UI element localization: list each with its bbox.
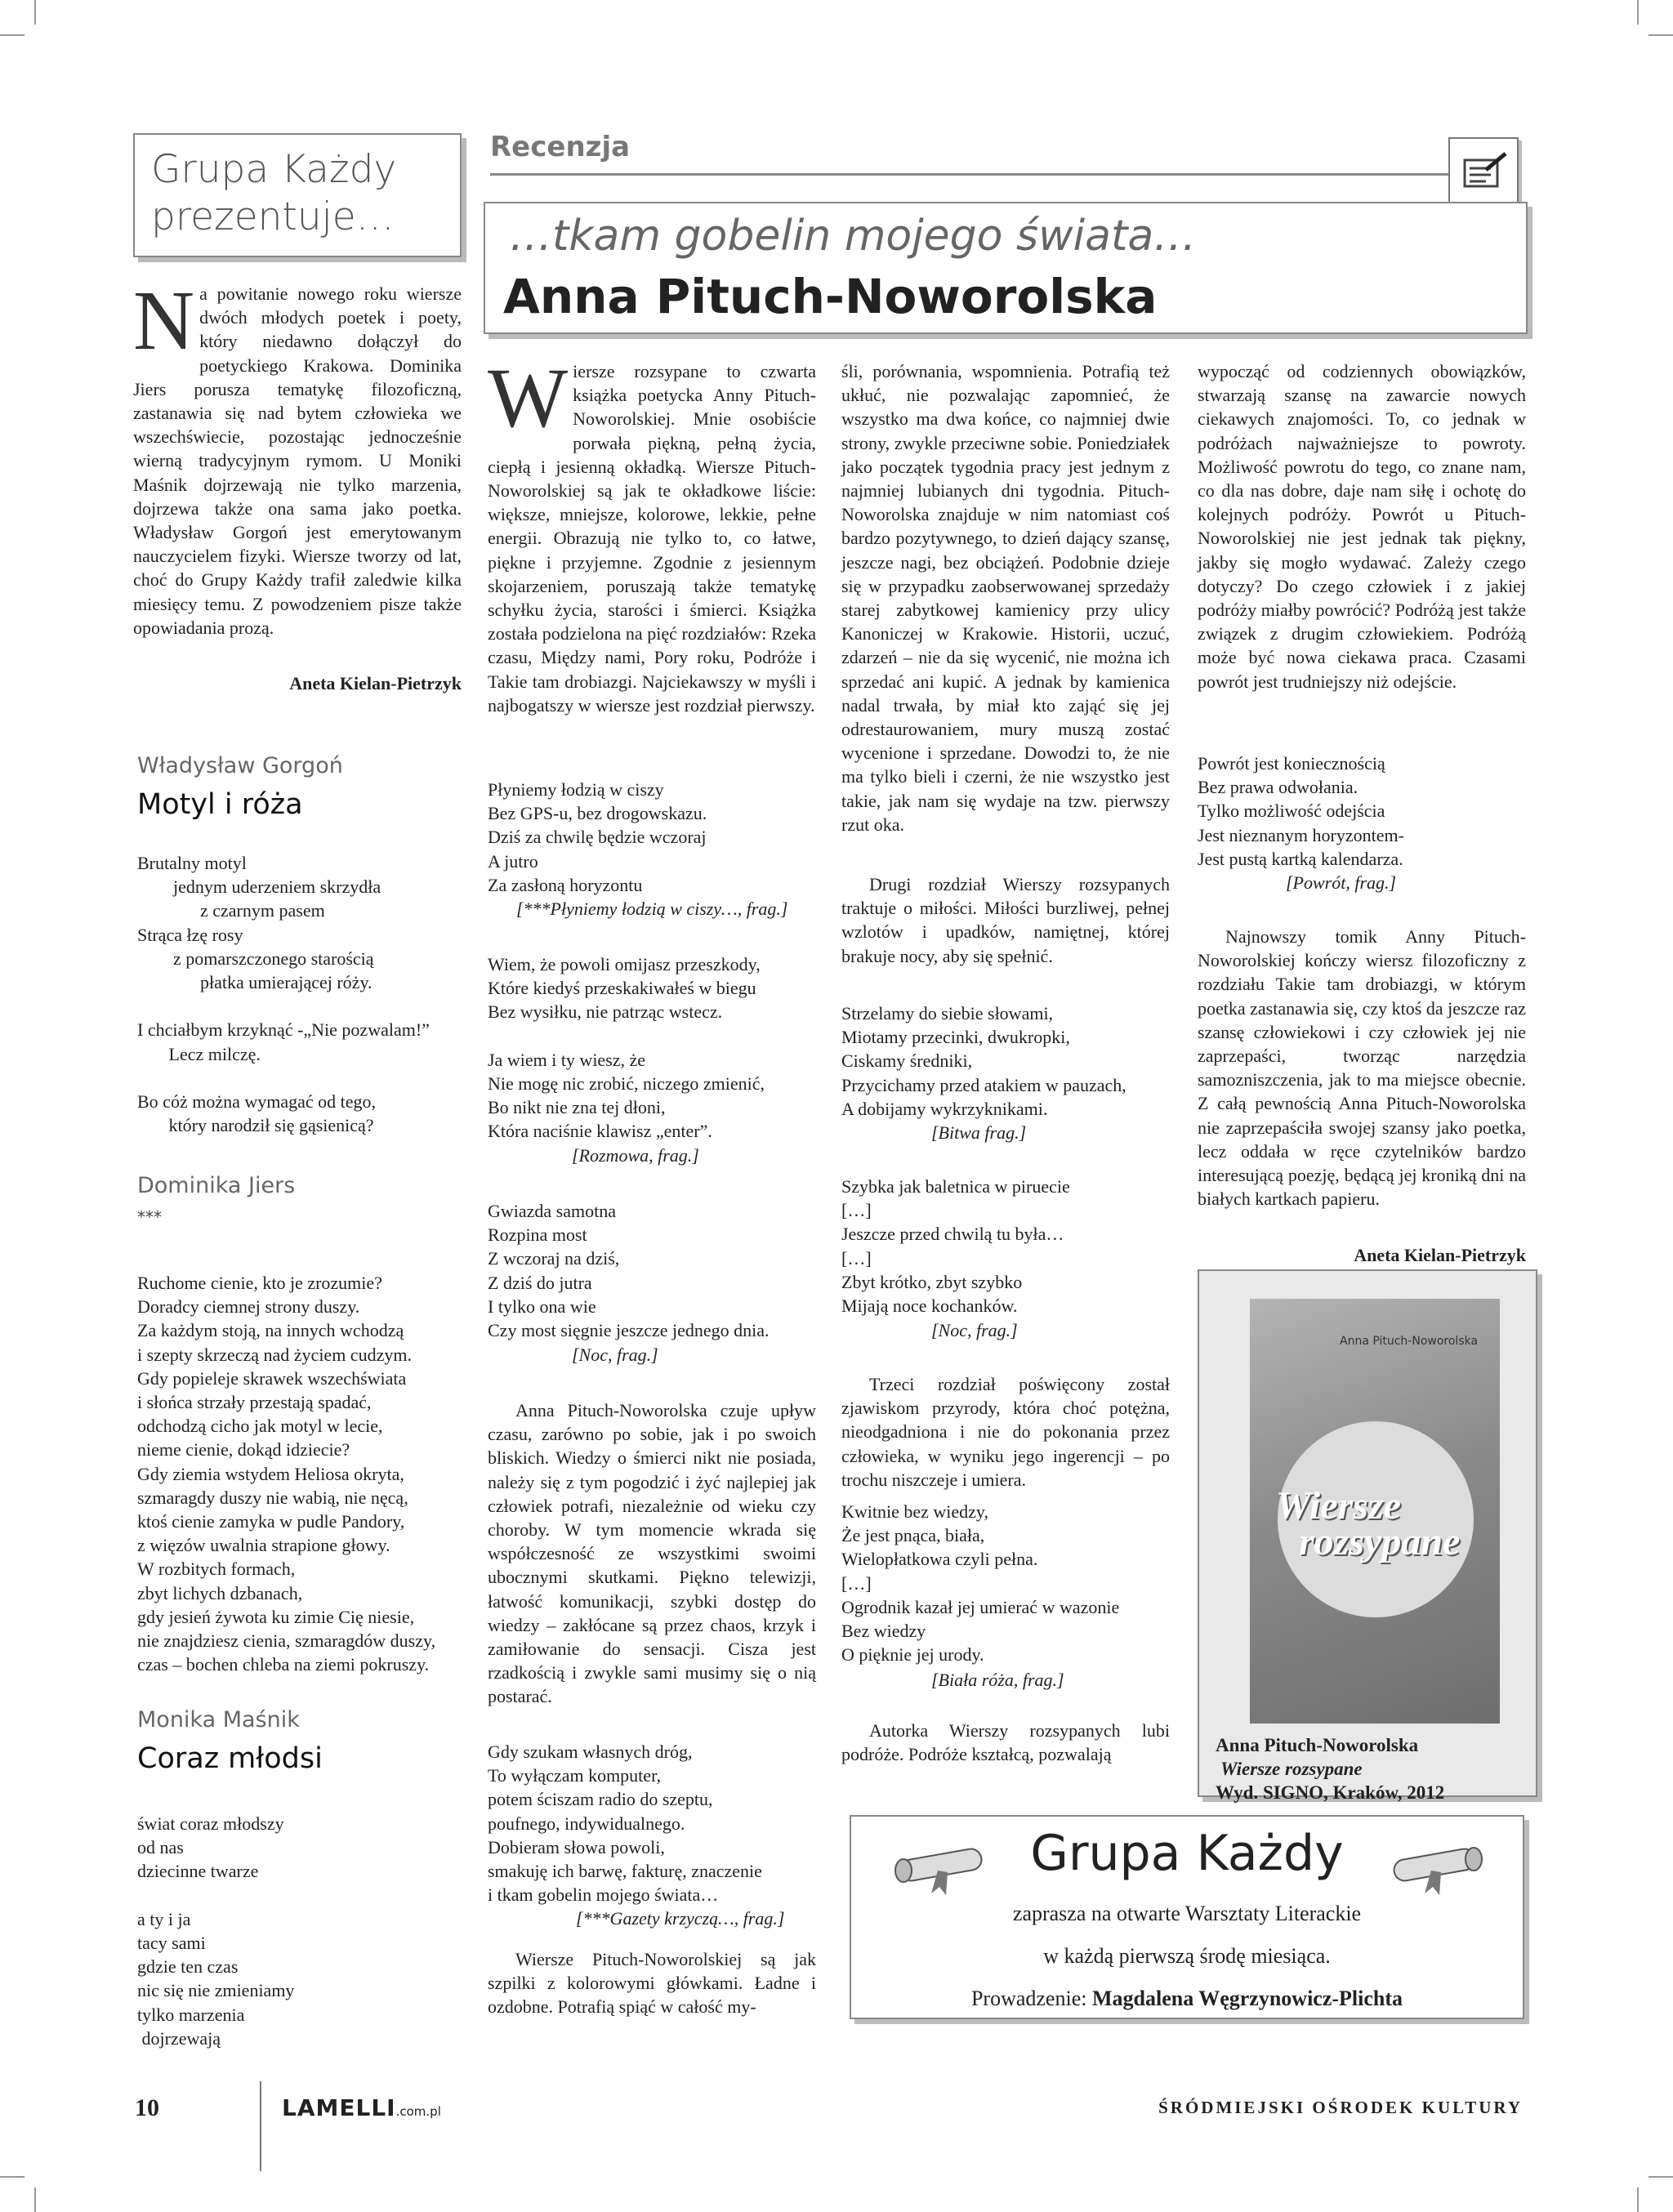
caption-title: Wiersze rozsypane xyxy=(1220,1759,1363,1779)
book-caption xyxy=(1216,1733,1444,1804)
lead-label: Prowadzenie: xyxy=(970,1987,1087,2010)
left-title-box xyxy=(133,133,462,257)
col2-paragraph: Autorka Wierszy rozsypanych lubi podróże. Podróże kształcą, pozwalają xyxy=(841,1720,1170,1765)
col1-paragraph: iersze rozsypane to czwarta książka poetycka Anny Pituch-Noworolskiej. Mnie osobiście porwała piękną, pełną życia, ciepłą i jesienną okładką. Wiersze Pituch-Noworolskiej są jak te okładkowe liście: większe, mniejsze, kolorowe, lekkie, pełne energii. Obrazują nie tylko to, co łatwe, piękne i przyjemne. Zgodnie z jesiennym skojarzeniem, poruszają także tematykę schyłku życia, starości i śmierci. Książka została podzielona na pięć rozdziałów: Rzeka czasu, Między nami, Pory roku, Podróże i Takie tam drobiazgi. Najciekawszy w myśli i najbogatszy w wiersze jest rozdział pierwszy. xyxy=(488,361,816,716)
col3-paragraph: Najnowszy tomik Anny Pituch-Noworolskiej kończy wiersz filozoficzny z rozdziału Takie tam drobiazgi, w którym poetka zastanawia się, czy ktoś da jeszcze raz szansę człowiekowi i czy człowiek jej nie zaprzepaści, tworząc narzędzia samozniszczenia, jak to ma miejsce obecnie. Z całą pewnością Anna Pituch-Noworolska nie zaprzepaściła swojej szansy jako poetka, lecz oddała w ręce czytelników bardzo interesującą poezję, będącą jej kroniką dni na białych kartkach papieru. xyxy=(1198,926,1526,1210)
invitation-line1: zaprasza na otwarte Warsztaty Literackie xyxy=(1012,1902,1362,1925)
invitation-line2: w każdą pierwszą środę miesiąca. xyxy=(1043,1944,1331,1968)
verse-source: [Noc, frag.] xyxy=(931,1320,1018,1340)
verse-source: [Rozmowa, frag.] xyxy=(572,1145,699,1166)
page-number: 10 xyxy=(135,2094,159,2121)
col3-paragraph: wypocząć od codziennych obowiązków, stwarzają szansę na zawarcie nowych ciekawych znajomości. To, co jednak w podróżach najważniejsze to powroty. Możliwość powrotu do tego, co znane nam, co dla nas dobre, daje nam siłę i ochotę do kolejnych podróży. Powrót u Pituch-Noworolskiej nie jest jednak tak piękny, jakby się mogło wydawać. Zależy czego dotyczy? Do czego człowiek i z jakiej podróży miałby powrócić? Podróżą jest także związek z drugim człowiekiem. Podróżą może być nowa ciekawa praca. Czasami powrót jest trudniejszy niż odejście. xyxy=(1198,361,1526,692)
col3-verse: Powrót jest koniecznością Bez prawa odwołania. Tylko możliwość odejścia Jest nieznanym horyzontem- Jest pustą kartką kalendarza. xyxy=(1198,753,1404,869)
article-title-line2: Anna Pituch-Noworolska xyxy=(503,269,1158,324)
dropcap: W xyxy=(488,351,569,445)
col2-paragraph: Drugi rozdział Wierszy rozsypanych traktuje o miłości. Miłości burzliwej, pełnej wzlotów i upadków, namiętnej, której brakuje nocy, aby się spełnić. xyxy=(841,874,1170,966)
cover-title-line2: rozsypane xyxy=(1299,1520,1461,1563)
article-title-box xyxy=(484,202,1528,334)
document-pen-icon xyxy=(1448,137,1519,207)
poem2-title: *** xyxy=(137,1207,162,1227)
crop-mark xyxy=(1648,2176,1673,2178)
dropcap: N xyxy=(133,274,195,368)
col1-paragraph: Anna Pituch-Noworolska czuje upływ czasu, zarówno po sobie, jak i po swoich bliskich. Wiedzy o śmierci nikt nie posiada, należy się z tym pogodzić i żyć najlepiej jak człowiek potrafi, niezależnie od wieku czy choroby. W tym momencie wkrada się współczesność ze wszystkimi swoimi ubocznymi skutkami. Piękno telewizji, łatwość komunikacji, szybki dostęp do wiedzy – zakłócane są przez chaos, krzyk i zamiłowanie do sensacji. Cisza jest rzadkością i zwykle sami musimy się o nią postarać. xyxy=(488,1400,816,1707)
caption-publisher: Wyd. SIGNO, Kraków, 2012 xyxy=(1216,1782,1445,1803)
crop-mark xyxy=(0,34,25,36)
col1-verse: Wiem, że powoli omijasz przeszkody, Które kiedyś przeskakiwałeś w biegu Bez wysiłku, nie patrząc wstecz. Ja wiem i ty wiesz, że Nie mogę nic zrobić, niczego zmienić, Bo nikt nie zna tej dłoni, Która naciśnie klawisz „enter”. xyxy=(488,954,765,1142)
lead-name: Magdalena Węgrzynowicz-Plichta xyxy=(1091,1987,1403,2010)
article-title-line1: …tkam gobelin mojego świata… xyxy=(510,212,1197,261)
verse-source: [Powrót, frag.] xyxy=(1286,872,1397,893)
intro-text xyxy=(133,274,462,640)
crop-mark xyxy=(1648,34,1673,36)
verse-source: [Biała róża, frag.] xyxy=(931,1670,1064,1690)
book-cover-frame xyxy=(1198,1269,1537,1803)
verse-source: [***Płyniemy łodzią w ciszy…, frag.] xyxy=(516,899,788,919)
col1-verse: Gdy szukam własnych dróg, To wyłączam komputer, potem ściszam radio do szeptu, poufnego, indywidualnego. Dobieram słowa powoli, smakuję ich barwę, fakturę, znaczenie i tkam gobelin mojego świata… xyxy=(488,1742,762,1906)
col3-signature: Aneta Kielan-Pietrzyk xyxy=(1354,1245,1526,1265)
invitation-lead xyxy=(851,1987,1523,2011)
col1-verse: Gwiazda samotna Rozpina most Z wczoraj na dziś, Z dziś do jutra I tylko ona wie Czy most sięgnie jeszcze jednego dnia. xyxy=(488,1201,770,1341)
verse-source: [***Gazety krzyczą…, frag.] xyxy=(576,1908,785,1929)
col2-verse: Szybka jak baletnica w piruecie […] Jeszcze przed chwilą tu była… […] Zbyt krótko, zbyt szybko Mijają noce kochanków. xyxy=(841,1176,1070,1317)
intro-paragraph: a powitanie nowego roku wiersze dwóch młodych poetek i poety, który niedawno dołączył do poetyckiego Krakowa. Dominika Jiers porusza tematykę filozoficzną, zastanawia się nad bytem człowieka we wszechświecie, pozostając jednocześnie wierną tradycyjnym rymom. U Moniki Maśnik dojrzewają nie tylko marzenia, dojrzewa także ona sama jako poetka. Władysław Gorgoń jest emerytowanym nauczycielem fizyki. Wiersze tworzy od lat, choć do Grupy Każdy trafił zaledwie kilka miesięcy temu. Z powodzeniem pisze także opowiadania prozą. xyxy=(133,283,462,638)
brand-suffix: .com.pl xyxy=(395,2104,441,2119)
cover-title-line1: Wiersze xyxy=(1276,1484,1401,1527)
book-cover-image xyxy=(1250,1299,1500,1724)
poem2-text: Ruchome cienie, kto je zrozumie? Doradcy ciemnej strony duszy. Za każdym stoją, na innych wchodzą i szepty skrzeczą nad życiem cudzym. Gdy popieleje skrawek wszechświata i słońca strzały przestają spadać, odchodzą cicho jak motyl w lecie, nieme cienie, dokąd idziecie? Gdy ziemia wstydem Heliosa okryta, szmaragdy duszy nie wabią, nie nęcą, ktoś cienie zamyka w pudle Pandory, z więzów uwalnia strapione głowy. W rozbitych formach, zbyt lichych dzbanach, gdy jesień żywota ku zimie Cię niesie, nie znajdziesz cienia, szmaragdów duszy, czas – bochen chleba na ziemi pokruszy. xyxy=(137,1273,436,1675)
crop-mark xyxy=(1637,0,1639,25)
section-rule xyxy=(490,173,1454,176)
intro-signature: Aneta Kielan-Pietrzyk xyxy=(289,673,462,693)
footer-divider xyxy=(260,2081,261,2171)
invitation-title: Grupa Każdy xyxy=(1030,1825,1344,1882)
verse-source: [Noc, frag.] xyxy=(572,1345,658,1365)
col1-intro xyxy=(488,351,816,717)
poem2-author: Dominika Jiers xyxy=(137,1173,296,1198)
brand-name: LAMELLI xyxy=(282,2094,396,2121)
poem3-title: Coraz młodsi xyxy=(137,1742,323,1775)
poem1-text: Brutalny motyl jednym uderzeniem skrzydła z czarnym pasem Strąca łzę rosy z pomarszczonego starością płatka umierającej róży. I chciałbym krzyknąć -„Nie pozwalam!” Lecz milczę. Bo cóż można wymagać od tego, który narodził się gąsienicą? xyxy=(137,853,430,1136)
crop-mark xyxy=(34,2187,36,2212)
cover-title xyxy=(1276,1484,1461,1563)
col2-paragraph: Trzeci rozdział poświęcony został zjawiskom przyrody, która choć potężna, nieodgadniona i nie do pokonania przez człowieka, w wyniku jego ingerencji – po trochu niszczeje i umiera. xyxy=(841,1374,1170,1490)
poem1-title: Motyl i róża xyxy=(137,788,303,821)
col2-verse: Strzelamy do siebie słowami, Miotamy przecinki, dwukropki, Ciskamy średniki, Przycichamy przed atakiem w pauzach, A dobijamy wykrzyknikami. xyxy=(841,1003,1126,1119)
brand-logo xyxy=(282,2094,441,2121)
crop-mark xyxy=(0,2176,25,2178)
poem1-author: Władysław Gorgoń xyxy=(137,753,343,778)
left-box-title: Grupa Każdy prezentuje… xyxy=(151,147,397,239)
col1-paragraph: Wiersze Pituch-Noworolskiej są jak szpilki z kolorowymi główkami. Ładne i ozdobne. Potrafią spiąć w całość my- xyxy=(488,1949,816,2018)
invitation-box xyxy=(850,1815,1524,2019)
caption-author: Anna Pituch-Noworolska xyxy=(1216,1735,1419,1755)
organization-name: ŚRÓDMIEJSKI OŚRODEK KULTURY xyxy=(1158,2098,1523,2117)
col2-paragraph: śli, porównania, wspomnienia. Potrafią też ukłuć, nie pozwalając zapomnieć, że wszystko ma dwa końce, co najmniej dwie strony, zwykle przeciwne sobie. Poniedziałek jako początek tygodnia pracy jest jednym z najmniej lubianych dni tygodnia. Pituch-Noworolska znajduje w nim natomiast coś bardzo pozytywnego, to dzień dający szansę, jeszcze nagi, bez obciążeń. Podobnie dzieje się w przypadku zaobserwowanej sprzedaży starej zabytkowej kamienicy przy ulicy Kanoniczej w Krakowie. Historii, uczuć, zdarzeń – nie da się wycenić, nie można ich sprzedać ani kupić. A jednak by kamienica nadal trwała, by miał kto zająć się jej odrestaurowaniem, mury muszą zostać wycenione i sprzedane. Dowodzi to, że nie ma tylko bieli i czerni, że nie wszystko jest takie, jak nam się wydaje na tzw. pierwszy rzut oka. xyxy=(841,361,1170,835)
col2-verse: Kwitnie bez wiedzy, Że jest pnąca, biała, Wielopłatkowa czyli pełna. […] Ogrodnik kazał jej umierać w wazonie Bez wiedzy O pięknie jej urody. xyxy=(841,1501,1120,1666)
poem3-author: Monika Maśnik xyxy=(137,1707,300,1733)
section-label: Recenzja xyxy=(490,131,631,163)
crop-mark xyxy=(1637,2187,1639,2212)
verse-source: [Bitwa frag.] xyxy=(931,1122,1027,1143)
crop-mark xyxy=(34,0,36,25)
col1-verse: Płyniemy łodzią w ciszy Bez GPS-u, bez drogowskazu. Dziś za chwilę będzie wczoraj A jutro Za zasłoną horyzontu xyxy=(488,779,707,895)
cover-author: Anna Pituch-Noworolska xyxy=(1340,1335,1479,1348)
poem3-text: świat coraz młodszy od nas dziecinne twarze a ty i ja tacy sami gdzie ten czas nic się nie zmieniamy tylko marzenia dojrzewają xyxy=(137,1813,295,2049)
